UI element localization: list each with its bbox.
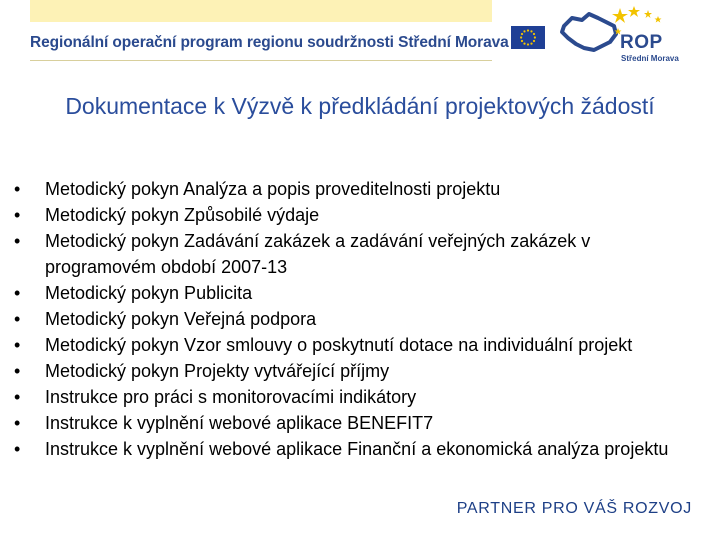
document-list	[14, 176, 704, 462]
list-item-text: Metodický pokyn Způsobilé výdaje	[45, 205, 320, 225]
list-item	[14, 436, 704, 462]
list-item-text: Instrukce pro práci s monitorovacími indikátory	[45, 387, 417, 407]
list-item-text: Metodický pokyn Zadávání zakázek a zadávání veřejných zakázek v programovém období 2007-13	[45, 231, 591, 277]
list-item-text: Metodický pokyn Publicita	[45, 283, 253, 303]
list-item	[14, 306, 704, 332]
bullet-icon: •	[14, 387, 21, 407]
header-band	[30, 0, 492, 22]
list-item-text: Metodický pokyn Veřejná podpora	[45, 309, 317, 329]
bullet-icon: •	[14, 205, 21, 225]
list-item	[14, 332, 704, 358]
list-item	[14, 228, 704, 280]
bullet-icon: •	[14, 283, 21, 303]
bullet-icon: •	[14, 413, 21, 433]
list-item	[14, 358, 704, 384]
list-item-text: Instrukce k vyplnění webové aplikace BENEFIT7	[45, 413, 434, 433]
bullet-icon: •	[14, 335, 21, 355]
program-title: Regionální operační program regionu soudržnosti Střední Morava	[30, 34, 509, 51]
document-title: Dokumentace k Výzvě k předkládání projektových žádostí	[65, 93, 655, 119]
list-item	[14, 202, 704, 228]
list-item-text: Metodický pokyn Vzor smlouvy o poskytnutí dotace na individuální projekt	[45, 335, 633, 355]
bullet-icon: •	[14, 439, 21, 459]
bullet-icon: •	[14, 309, 21, 329]
eu-flag-icon	[511, 26, 545, 49]
bullet-icon: •	[14, 231, 21, 251]
list-item-text: Metodický pokyn Analýza a popis proveditelnosti projektu	[45, 179, 501, 199]
rop-logo-text: ROP	[620, 32, 663, 53]
footer-tagline: PARTNER PRO VÁŠ ROZVOJ	[456, 500, 692, 517]
list-item	[14, 280, 704, 306]
bullet-icon: •	[14, 179, 21, 199]
list-item-text: Metodický pokyn Projekty vytvářející příjmy	[45, 361, 390, 381]
list-item	[14, 384, 704, 410]
bullet-icon: •	[14, 361, 21, 381]
header-divider	[30, 60, 492, 61]
list-item	[14, 410, 704, 436]
list-item	[14, 176, 704, 202]
list-item-text: Instrukce k vyplnění webové aplikace Finanční a ekonomická analýza projektu	[45, 439, 669, 459]
rop-logo-subtitle: Střední Morava	[621, 54, 679, 63]
